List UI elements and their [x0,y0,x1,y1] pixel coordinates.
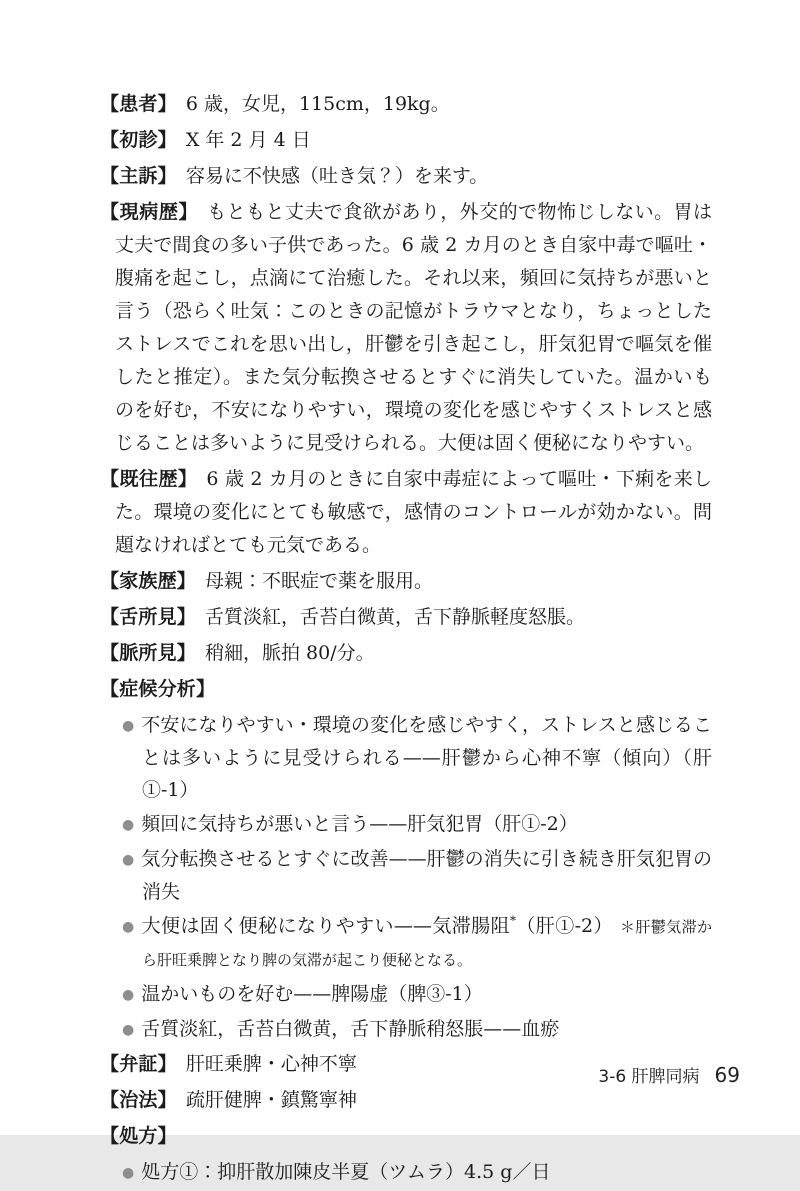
section-label-prescription: 【処方】 [100,1125,177,1147]
section-text-present-illness: もともと丈夫で食欲があり，外交的で物怖じしない。胃は丈夫で間食の多い子供であった。6 歳 2 カ月のとき自家中毒で嘔吐・腹痛を起こし，点滴にて治癒した。それ以来，頻回に気持ちが悪いと言う（恐らく吐気：このときの記憶がトラウマとなり，ちょっとしたストレスでこれを思い出し，肝鬱を引き起こし，肝気犯胃で嘔気を催したと推定）。また気分転換させるとすぐに消失していた。温かいものを好む，不安になりやすい，環境の変化を感じやすくストレスと感じることは多いように見受けられる。大便は固く便秘になりやすい。 [115,201,712,454]
section-patient [100,88,712,121]
footer-page-number: 69 [714,1063,740,1087]
footer-chapter-title: 3-6 肝脾同病 [598,1067,700,1087]
section-past-history [100,463,712,562]
section-text-tongue-findings: 舌質淡紅，舌苔白微黄，舌下静脈軽度怒脹。 [205,606,586,628]
page-footer [598,1062,740,1087]
section-treatment-method [100,1084,712,1117]
section-text-past-history: 6 歳 2 カ月のときに自家中毒症によって嘔吐・下痢を来した。環境の変化にとても敏感で，感情のコントロールが効かない。問題なければとても元気である。 [115,468,712,556]
section-label-chief-complaint: 【主訴】 [100,165,177,187]
section-tongue-findings [100,601,712,634]
section-text-pulse-findings: 稍細，脈拍 80/分。 [205,642,375,664]
section-text-pattern-identification: 肝旺乗脾・心神不寧 [185,1053,357,1075]
section-text-treatment-method: 疏肝健脾・鎮驚寧神 [185,1089,357,1111]
section-text-first-visit: X 年 2 月 4 日 [185,129,311,151]
analysis-bullet-1-text: 不安になりやすい・環境の変化を感じやすく，ストレスと感じることは多いように見受けられる——肝鬱から心神不寧（傾向）（肝①-1） [141,714,712,801]
section-text-family-history: 母親：不眠症で薬を服用。 [205,570,434,592]
section-label-pattern-identification: 【弁証】 [100,1053,177,1075]
analysis-bullet-6 [100,1013,712,1046]
prescription-bullet-1 [100,1156,712,1189]
bullet-icon: ● [122,817,135,833]
prescription-bullet-1-text: 処方①：抑肝散加陳皮半夏（ツムラ）4.5 g／日 [141,1161,551,1183]
bullet-icon: ● [122,718,135,734]
section-prescription [100,1120,712,1153]
analysis-bullet-3-text: 気分転換させるとすぐに改善——肝鬱の消失に引き続き肝気犯胃の消失 [141,848,712,903]
analysis-bullet-4 [100,910,712,976]
section-label-pulse-findings: 【脈所見】 [100,642,197,664]
analysis-bullet-4-footnote: ＊肝鬱気滞から肝旺乗脾となり脾の気滞が起こり便秘となる。 [142,918,712,969]
section-symptom-analysis [100,673,712,706]
analysis-bullet-3 [100,843,712,908]
bullet-icon: ● [122,987,135,1003]
section-label-tongue-findings: 【舌所見】 [100,606,197,628]
analysis-bullet-5 [100,978,712,1011]
analysis-bullet-4-suffix: （肝①-2） [515,915,613,937]
analysis-bullet-4-text: 大便は固く便秘になりやすい——気滞腸阻 [141,915,510,937]
section-family-history [100,565,712,598]
section-present-illness [100,196,712,460]
analysis-bullet-5-text: 温かいものを好む——脾陽虚（脾③-1） [141,983,483,1005]
section-chief-complaint [100,160,712,193]
section-label-family-history: 【家族歴】 [100,570,197,592]
analysis-bullet-2 [100,808,712,841]
section-pulse-findings [100,637,712,670]
section-first-visit [100,124,712,157]
section-label-present-illness: 【現病歴】 [100,201,199,223]
analysis-bullet-1 [100,709,712,806]
case-report [100,88,712,1191]
section-label-past-history: 【既往歴】 [100,468,198,490]
bullet-icon: ● [122,919,135,935]
bullet-icon: ● [122,852,135,868]
bullet-icon: ● [122,1022,135,1038]
section-text-chief-complaint: 容易に不快感（吐き気？）を来す。 [185,165,489,187]
analysis-bullet-6-text: 舌質淡紅，舌苔白微黄，舌下静脈稍怒脹——血瘀 [141,1018,560,1040]
section-label-first-visit: 【初診】 [100,129,177,151]
analysis-bullet-2-text: 頻回に気持ちが悪いと言う——肝気犯胃（肝①-2） [141,813,578,835]
asterisk-superscript: * [509,913,516,928]
section-text-patient: 6 歳，女児，115cm，19kg。 [185,93,450,115]
bullet-icon: ● [122,1165,135,1181]
section-label-treatment-method: 【治法】 [100,1089,177,1111]
section-label-symptom-analysis: 【症候分析】 [100,678,216,700]
section-label-patient: 【患者】 [100,93,177,115]
